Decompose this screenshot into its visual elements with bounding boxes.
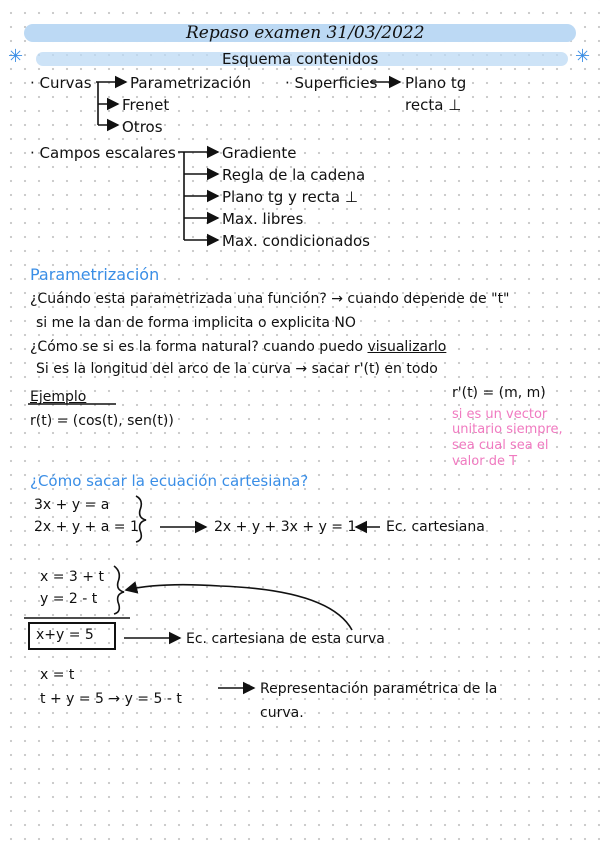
pink-note-1: si es un vector [452,407,548,422]
curves-item-otros: Otros [122,118,163,136]
fields-item-max-libres: Max. libres [222,210,304,228]
parametric-label-1: Representación paramétrica de la [260,681,498,697]
param-line-2: si me la dan de forma implicita o explicita NO [36,315,356,331]
system-1-label: Ec. cartesiana [386,519,485,535]
system-1-brace [136,496,146,542]
parametric-line-2: t + y = 5 → y = 5 - t [40,691,182,707]
derivative-equation: r'(t) = (m, m) [452,385,546,401]
pink-note-3: sea cual sea el [452,438,549,453]
surfaces-label: · Superficies [285,74,378,92]
param-line-1: ¿Cuándo esta parametrizada una función? → cuando depende de "t" [30,291,510,307]
system-1-result: 2x + y + 3x + y = 1 [214,519,357,535]
right-star-icon: ✳ [575,46,591,67]
curves-item-parametrizacion: Parametrización [130,74,252,92]
boxed-equation-label: Ec. cartesiana de esta curva [186,631,385,647]
param-line-3-question: ¿Cómo se si es la forma natural? cuando puedo [30,339,364,355]
fields-label: · Campos escalares [30,144,176,162]
page-subtitle: Esquema contenidos [222,50,379,68]
fields-item-max-cond: Max. condicionados [222,232,370,250]
section-heading-cartesiana: ¿Cómo sacar la ecuación cartesiana? [30,472,309,490]
fields-item-regla: Regla de la cadena [222,166,366,184]
system-2-brace [114,566,124,614]
system-2-eq-2: y = 2 - t [40,591,98,607]
pink-note-4: valor de T [452,454,518,469]
system-1-eq-2: 2x + y + a = 1 [34,519,139,535]
surfaces-item-plano-tg: Plano tg [405,74,467,92]
system-1-eq-1: 3x + y = a [34,497,110,513]
surfaces-item-recta: recta ⊥ [405,96,462,114]
pink-note-2: unitario siempre, [452,422,563,437]
example-equation: r(t) = (cos(t), sen(t)) [30,413,174,429]
left-star-icon: ✳ [8,46,24,67]
boxed-equation: x+y = 5 [36,627,94,643]
curved-arrow-to-system-2 [126,585,352,630]
fields-item-plano: Plano tg y recta ⊥ [222,188,358,206]
parametric-line-1: x = t [40,667,75,683]
curves-label: · Curvas [30,74,92,92]
example-label: Ejemplo [30,389,87,405]
system-2-eq-1: x = 3 + t [40,569,104,585]
section-heading-parametrizacion: Parametrización [30,265,160,284]
page-title: Repaso examen 31/03/2022 [186,23,425,43]
parametric-label-2: curva. [260,705,304,721]
curves-item-frenet: Frenet [122,96,170,114]
param-line-4: Si es la longitud del arco de la curva → sacar r'(t) en todo [36,361,438,377]
param-line-3-underlined: visualizarlo [367,339,447,355]
fields-item-gradiente: Gradiente [222,144,297,162]
